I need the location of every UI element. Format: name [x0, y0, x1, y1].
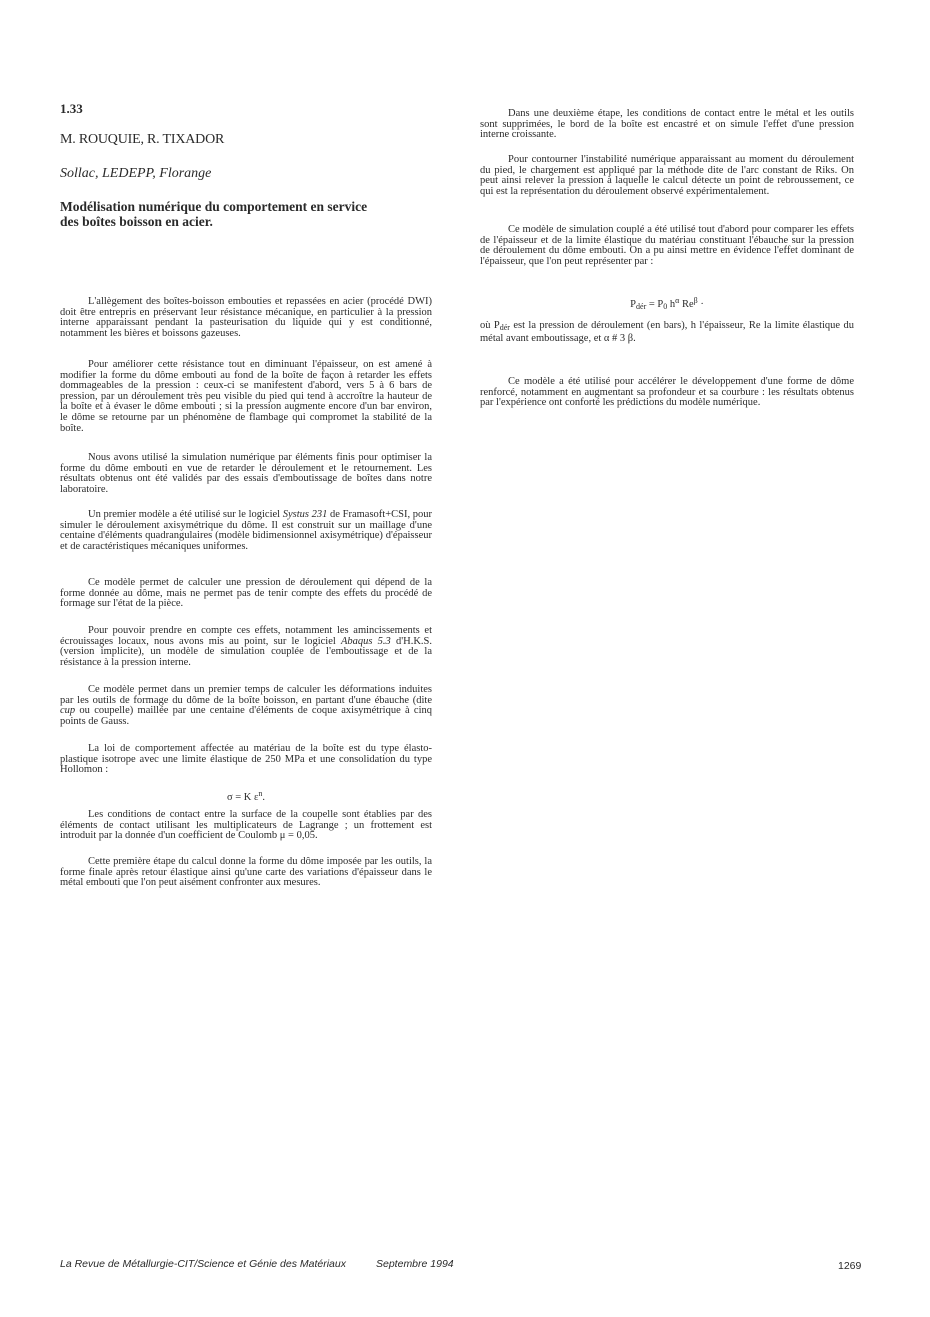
paragraph-8: La loi de comportement affectée au matériau de la boîte est du type élasto-plastique isotrope avec une limite élastique de 250 MPa et une consolidation du type Hollomon : — [60, 743, 432, 776]
software-name-systus: Systus 231 — [282, 509, 328, 520]
software-name-abaqus: Abaqus 5.3 — [340, 635, 391, 647]
paragraph-6-text-a: Pour pouvoir prendre en compte ces effets, notamment les amincissements et écrouissages locaux, nous avons mis au point, sur le logiciel — [60, 625, 432, 647]
footer-date: Septembre 1994 — [376, 1258, 454, 1270]
paragraph-3: Nous avons utilisé la simulation numérique par éléments finis pour optimiser la forme du dôme embouti en vue de retarder le déroulement et le retournement. Les résultats obtenus ont été validés par des essais d'emboutissage de boîtes dans notre laboratoire. — [60, 452, 432, 495]
equation-pressure-re: Re — [679, 299, 694, 310]
title-line-2: des boîtes boisson en acier. — [60, 214, 213, 229]
title-line-1: Modélisation numérique du comportement en service — [60, 199, 368, 214]
equation-hollomon — [60, 789, 432, 804]
right-paragraph-3: Ce modèle de simulation couplé a été utilisé tout d'abord pour comparer les effets de l'épaisseur et de la limite élastique du matériau constituant l'ébauche sur la pression de déroulement du dôme embouti. On a pu ainsi mettre en évidence l'effet dominant de l'épaisseur, que l'on peut représenter par : — [480, 224, 854, 267]
section-number: 1.33 — [60, 101, 83, 116]
paragraph-4-text-b: de Framasoft+CSI, pour simuler le déroulement axisymétrique du dôme. Il est construit sur un maillage d'une centaine d'éléments quadrangulaires (modèle bidimensionnel axisymétrique) d'épaisseur et de caractéristiques mécaniques uniformes. — [60, 509, 432, 552]
equation-pressure-p-sub: dér — [636, 302, 647, 311]
right-paragraph-2: Pour contourner l'instabilité numérique apparaissant au moment du déroulement du pied, le chargement est appliqué par la méthode dite de l'arc constant de Riks. On peut ainsi relever la pression à laquelle le calcul détecte un point de rebroussement, ce qui est la représentation du déroulement observé expérimentalement. — [480, 154, 854, 197]
page-number: 1269 — [838, 1260, 862, 1272]
paragraph-6-text-b: d'H.K.S. (version implicite), un modèle de simulation couplée de l'emboutissage et de la résistance à la pression interne. — [60, 635, 432, 668]
equation-pressure-end: · — [697, 299, 704, 310]
equation-hollomon-exponent: n — [258, 789, 263, 798]
right-paragraph-4-text-b: est la pression de déroulement (en bars), h l'épaisseur, Re la limite élastique du métal avant emboutissage, et α # 3 β. — [480, 320, 854, 344]
equation-pressure — [480, 296, 854, 313]
right-paragraph-1: Dans une deuxième étape, les conditions de contact entre le métal et les outils sont supprimées, le bord de la boîte est encastré et on simule l'effet d'une pression interne croissante. — [480, 108, 854, 141]
paragraph-4 — [60, 510, 432, 552]
equation-pressure-p0-sub: 0 — [663, 302, 668, 311]
paragraph-5: Ce modèle permet de calculer une pression de déroulement qui dépend de la forme donnée au dôme, mais ne permet pas de tenir compte des effets du procédé de formage sur l'état de la pièce. — [60, 577, 432, 610]
equation-pressure-equals: = P — [646, 299, 664, 310]
right-paragraph-4-sub: dér — [499, 323, 510, 332]
paragraph-2: Pour améliorer cette résistance tout en diminuant l'épaisseur, on est amené à modifier la forme du dôme embouti au fond de la boîte de façon à retarder les effets dommageables de la pression : ceux-ci se manifestent d'abord, vers 5 à 6 bars de pression, par un déroulement très peu visible du pied qui tend à accroître la hauteur de la boîte et à évaser le dôme embouti ; si la pression augmente encore d'un bar environ, le dôme se retourne par un phénomène de flambage qui compromet la stabilité de la boîte. — [60, 359, 432, 434]
equation-hollomon-lhs: σ = K ε — [226, 792, 259, 803]
paragraph-9: Les conditions de contact entre la surface de la coupelle sont établies par des éléments de contact utilisant les multiplicateurs de Lagrange ; un frottement est introduit par la donnée d'un coefficient de Coulomb μ = 0,05. — [60, 809, 432, 842]
equation-hollomon-end: . — [262, 792, 266, 803]
equation-pressure-h: h — [667, 299, 676, 310]
paragraph-7-text-a: Ce modèle permet dans un premier temps de calculer les déformations induites par les outils de formage du dôme de la boîte boisson, en partant d'une ébauche (dite — [60, 684, 432, 706]
paragraph-6 — [60, 626, 432, 668]
authors: M. ROUQUIE, R. TIXADOR — [60, 132, 225, 147]
paper-title — [60, 199, 420, 229]
paragraph-7 — [60, 685, 432, 727]
equation-pressure-p: P — [630, 299, 637, 310]
paragraph-10: Cette première étape du calcul donne la forme du dôme imposée par les outils, la forme finale après retour élastique ainsi qu'une carte des variations d'épaisseur dans le métal embouti que l'on peut aisément confronter aux mesures. — [60, 856, 432, 889]
paragraph-4-text-a: Un premier modèle a été utilisé sur le logiciel — [88, 509, 283, 520]
paragraph-1: L'allègement des boîtes-boisson embouties et repassées en acier (procédé DWI) doit être entrepris en préservant leur résistance mécanique, en particulier à la pression interne apparaissant pendant la pasteurisation du liquide qui y est conditionné, notamment les bières et boissons gazeuses. — [60, 296, 432, 339]
right-paragraph-4 — [480, 321, 854, 344]
paragraph-7-text-b: ou coupelle) maillée par une centaine d'éléments de coque axisymétrique à cinq points de Gauss. — [60, 705, 432, 727]
right-paragraph-5: Ce modèle a été utilisé pour accélérer le développement d'une forme de dôme renforcé, notamment en augmentant sa profondeur et sa courbure : les résultats obtenus par l'expérience ont conforté les prédictions du modèle numérique. — [480, 376, 854, 409]
right-paragraph-4-text-a: où P — [480, 320, 500, 331]
term-cup: cup — [60, 705, 76, 717]
affiliation: Sollac, LEDEPP, Florange — [60, 166, 212, 181]
equation-pressure-alpha: α — [675, 296, 680, 305]
footer-journal: La Revue de Métallurgie-CIT/Science et Génie des Matériaux — [60, 1258, 346, 1270]
equation-pressure-beta: β — [693, 296, 698, 305]
